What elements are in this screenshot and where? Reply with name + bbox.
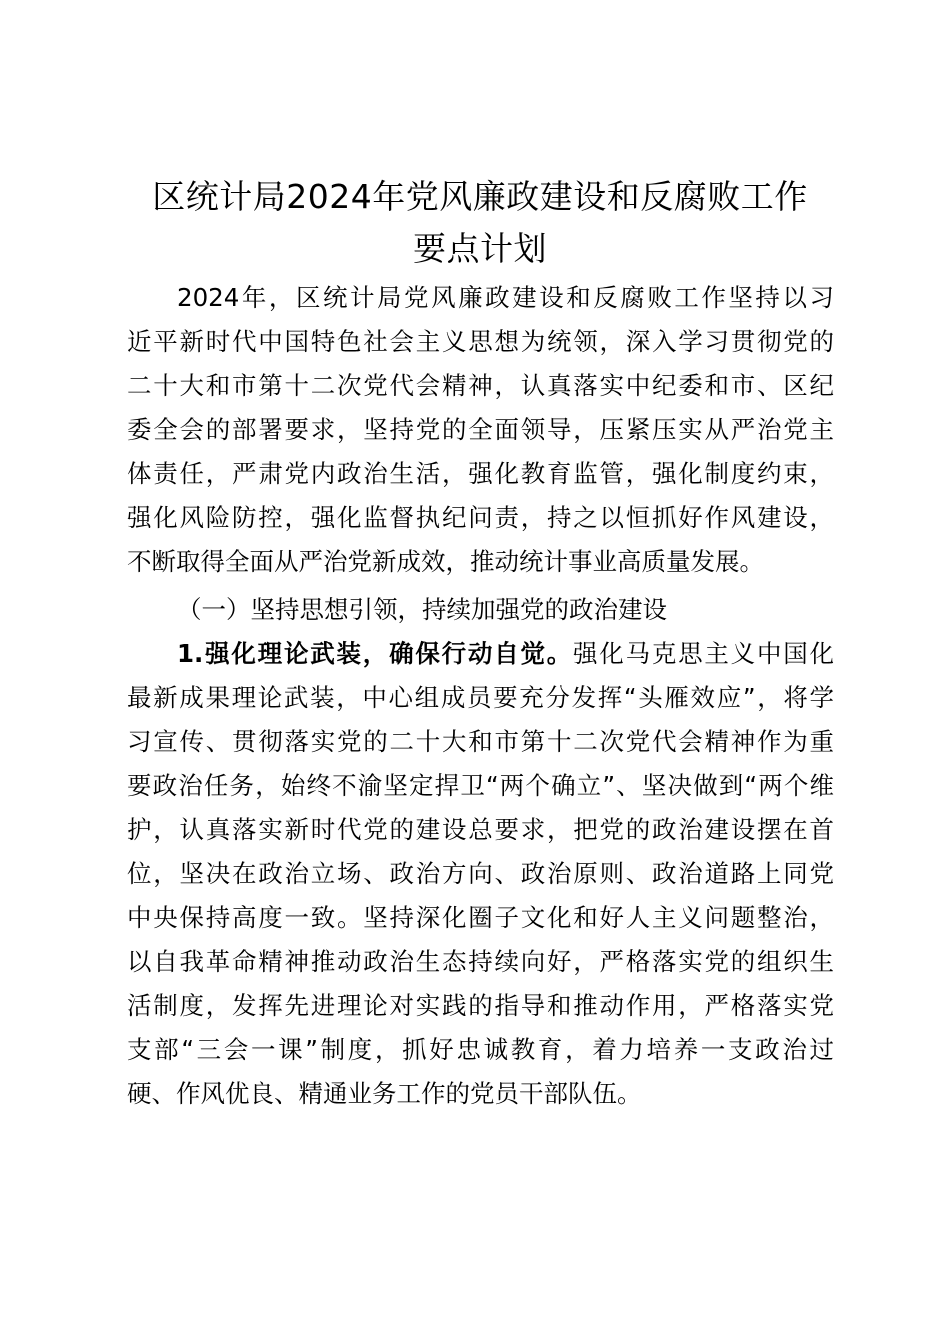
paragraph-line: 最新成果理论武装，中心组成员要充分发挥“头雁效应”，将学	[127, 683, 834, 712]
document-title-line-1: 区统计局2024年党风廉政建设和反腐败工作	[152, 177, 808, 216]
paragraph-line: 体责任，严肃党内政治生活，强化教育监管，强化制度约束，	[127, 459, 834, 488]
paragraph-line: 中央保持高度一致。坚持深化圈子文化和好人主义问题整治，	[127, 903, 834, 932]
paragraph-line: 要政治任务，始终不渝坚定捍卫“两个确立”、坚决做到“两个维	[127, 771, 834, 800]
paragraph-line: 2024年，区统计局党风廉政建设和反腐败工作坚持以习	[177, 283, 834, 312]
paragraph-line: 二十大和市第十二次党代会精神，认真落实中纪委和市、区纪	[127, 371, 834, 400]
paragraph-line: 位，坚决在政治立场、政治方向、政治原则、政治道路上同党	[127, 859, 834, 888]
paragraph-line: 护，认真落实新时代党的建设总要求，把党的政治建设摆在首	[127, 815, 834, 844]
paragraph-line: 习宣传、贯彻落实党的二十大和市第十二次党代会精神作为重	[127, 727, 834, 756]
paragraph-line: 强化风险防控，强化监督执纪问责，持之以恒抓好作风建设，	[127, 503, 834, 532]
document-title-line-2: 要点计划	[413, 229, 547, 268]
paragraph-line: 以自我革命精神推动政治生态持续向好，严格落实党的组织生	[127, 947, 834, 976]
paragraph-line: 支部“三会一课”制度，抓好忠诚教育，着力培养一支政治过	[127, 1035, 834, 1064]
paragraph-line: 不断取得全面从严治党新成效，推动统计事业高质量发展。	[127, 547, 764, 576]
item-1-lead: 1.强化理论武装，确保行动自觉。	[177, 639, 574, 668]
paragraph-line: 硬、作风优良、精通业务工作的党员干部队伍。	[127, 1079, 642, 1108]
paragraph-line: 委全会的部署要求，坚持党的全面领导，压紧压实从严治党主	[127, 415, 834, 444]
paragraph-line: 近平新时代中国特色社会主义思想为统领，深入学习贯彻党的	[127, 327, 834, 356]
section-heading: （一）坚持思想引领，持续加强党的政治建设	[177, 595, 667, 624]
paragraph-line	[127, 632, 834, 676]
item-1-first-line-rest: 强化马克思主义中国化	[573, 639, 834, 668]
paragraph-line: 活制度，发挥先进理论对实践的指导和推动作用，严格落实党	[127, 991, 834, 1020]
